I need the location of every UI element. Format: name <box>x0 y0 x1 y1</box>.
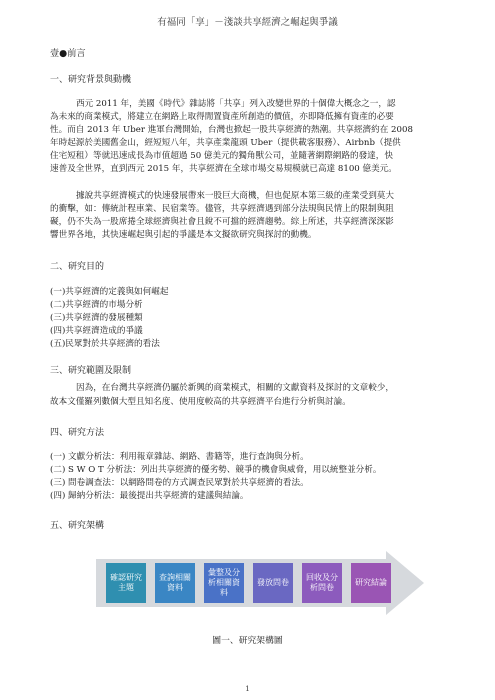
paragraph-line: 因為，在台灣共享經濟仍屬於新興的商業模式，相關的文獻資料及探討的文章較少， <box>76 383 394 393</box>
section-heading-purpose: 二、研究目的 <box>50 262 105 272</box>
step-box-6: 研究結論 <box>351 563 391 603</box>
paragraph-line: 為未來的商業模式，將建立在網路上取得閒置資產所創造的價值，亦即降低擁有資產的必要 <box>50 112 394 122</box>
section-heading-scope: 三、研究範圍及限制 <box>50 366 132 376</box>
purpose-item: (五)民眾對於共享經濟的看法 <box>50 339 160 349</box>
section-heading-background: 一、研究背景與動機 <box>50 75 132 85</box>
step-box-3: 彙整及分析相關資料 <box>204 563 244 603</box>
paragraph-line: 性。而自 2013 年 Uber 進軍台灣開始，台灣也掀起一股共享經濟的熱潮。共享經濟約在 2008 <box>50 125 413 135</box>
paragraph-line: 住宅短租）等就迅速成長為市值超過 50 億美元的獨角獸公司，並隨著網際網路的發達，快 <box>50 151 393 161</box>
method-item: (四) 歸納分析法：最後提出共享經濟的建議與結論。 <box>50 491 249 501</box>
step-box-1: 確認研究主題 <box>106 563 146 603</box>
paragraph-line: 速普及全世界，直到西元 2015 年，共享經濟在全球市場交易規模就已高達 8100 億美元。 <box>50 164 397 174</box>
section-heading-methods: 四、研究方法 <box>50 428 105 438</box>
section-heading-framework: 五、研究架構 <box>50 521 105 531</box>
step-box-5: 回收及分析問卷 <box>302 563 342 603</box>
method-item: (三) 問卷調查法：以網路問卷的方式調查民眾對於共享經濟的看法。 <box>50 478 309 488</box>
purpose-item: (四)共享經濟造成的爭議 <box>50 326 143 336</box>
page-number: 1 <box>245 684 250 693</box>
method-item: (二) S W O T 分析法：列出共享經濟的優劣勢、競爭的機會與威脅，用以統整並分析。 <box>50 465 382 475</box>
purpose-item: (三)共享經濟的發展種類 <box>50 313 143 323</box>
paragraph-line: 西元 2011 年，美國《時代》雜誌將「共享」列入改變世界的十個偉大概念之一，認 <box>76 99 396 109</box>
step-box-4: 發放問卷 <box>253 563 293 603</box>
figure-caption: 圖一、研究架構圖 <box>212 636 283 646</box>
research-framework-diagram <box>96 551 426 617</box>
paragraph-line: 故本文僅羅列數個大型且知名度、使用度較高的共享經濟平台進行分析與討論。 <box>50 397 351 407</box>
paragraph-line: 年時起源於美國舊金山，經短短八年，共享產業龍頭 Uber（提供載客服務）、Airbnb（提供 <box>50 138 401 148</box>
paragraph-line: 的衝擊，如：傳統計程車業、民宿業等。儘管，共享經濟遇到部分法規與民情上的限制與阻 <box>50 204 394 214</box>
method-item: (一) 文獻分析法：利用報章雜誌、網路、書籍等，進行查詢與分析。 <box>50 452 309 462</box>
process-arrow-head <box>386 551 424 615</box>
purpose-item: (二)共享經濟的市場分析 <box>50 300 143 310</box>
paragraph-line: 礙，仍不失為一股席捲全球經濟與社會且銳不可擋的經濟趨勢。綜上所述，共享經濟深深影 <box>50 217 394 227</box>
step-box-2: 查詢相關資料 <box>155 563 195 603</box>
preface-title: 壹●前言 <box>50 48 86 59</box>
purpose-item: (一)共享經濟的定義與如何崛起 <box>50 287 169 297</box>
page-header: 有福同「享」－淺談共享經濟之崛起與爭議 <box>157 17 338 28</box>
paragraph-line: 響世界各地，其快速崛起與引起的爭議是本文擬欲研究與探討的動機。 <box>50 230 317 240</box>
paragraph-line: 據說共享經濟模式的快速發展帶來一股巨大商機，但也促原本第三級的產業受到莫大 <box>76 191 394 201</box>
